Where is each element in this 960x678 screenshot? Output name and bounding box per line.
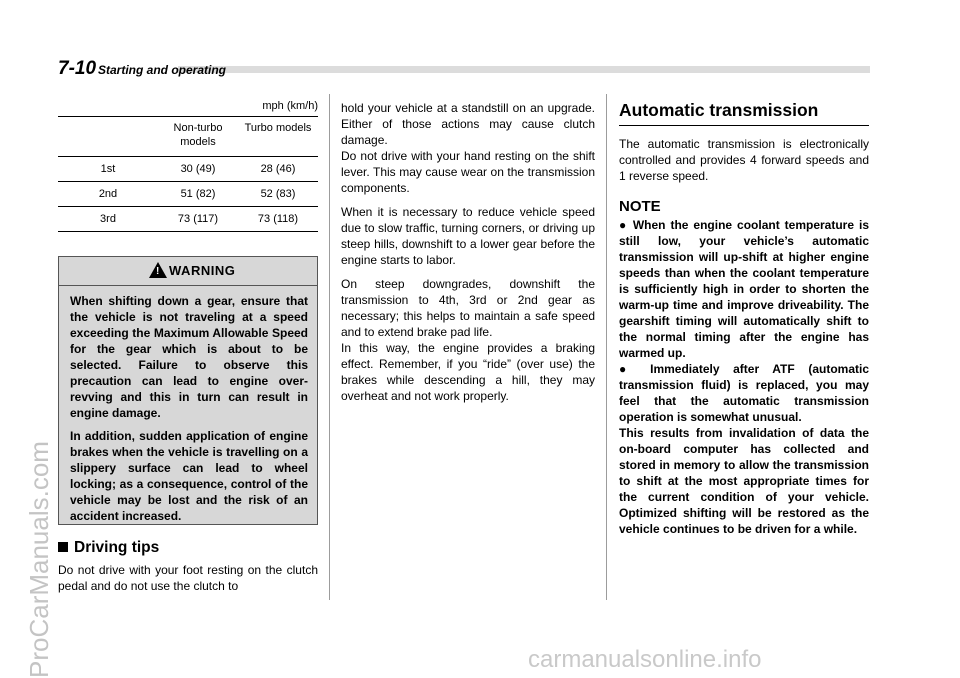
section-title: Starting and operating bbox=[98, 63, 227, 77]
table-cell: 51 (82) bbox=[180, 188, 216, 200]
note-item: This results from invalidation of data the on-board computer has collected and stored in memory to allow the transmission to shift at the most appropriate times for the current condition of your vehicle. Optimized shifting will be restored as the vehicle continues to be driven for a while. bbox=[619, 426, 869, 536]
table-header-cell: Turbo models bbox=[244, 122, 312, 134]
section-bullet-icon bbox=[58, 542, 68, 552]
gear-cell: 2nd bbox=[98, 188, 118, 200]
body-paragraph: On steep downgrades, downshift the transmission to 4th, 3rd or 2nd gear as necessary; this helps to maintain a safe speed and to extend brake pad life. In this way, the engine provides a braking effect. Remember, if you “ride” (over use) the brakes while descending a hill, they may overheat and not work properly. bbox=[341, 277, 595, 403]
warning-box bbox=[58, 256, 318, 525]
table-row bbox=[58, 157, 318, 182]
table-header-row bbox=[58, 117, 318, 157]
header-rule bbox=[178, 66, 870, 73]
body-paragraph: When it is necessary to reduce vehicle speed due to slow traffic, turning corners, or driving up steep hills, downshift to a lower gear before the engine starts to labor. bbox=[341, 205, 595, 267]
table-cell: 73 (117) bbox=[177, 213, 219, 225]
driving-tips-text: Do not drive with your foot resting on the clutch pedal and do not use the clutch to bbox=[58, 563, 318, 593]
side-watermark: ProCarManuals.com bbox=[24, 441, 54, 678]
note-label: NOTE bbox=[619, 198, 661, 215]
automatic-transmission-title: Automatic transmission bbox=[619, 100, 869, 126]
note-body bbox=[619, 217, 869, 537]
middle-column bbox=[341, 100, 595, 412]
warning-triangle-icon bbox=[149, 262, 167, 278]
table-cell: 52 (83) bbox=[260, 188, 296, 200]
warning-title: WARNING bbox=[169, 263, 236, 278]
table-header-cell: Non-turbo models bbox=[173, 122, 223, 148]
bottom-watermark: carmanualsonline.info bbox=[528, 646, 762, 673]
automatic-transmission-intro: The automatic transmission is electronically controlled and provides 4 forward speeds and 1 reverse speed. bbox=[619, 137, 869, 183]
column-divider-1 bbox=[329, 94, 330, 600]
warning-paragraph: In addition, sudden application of engine brakes when the vehicle is travelling on a slippery surface can lead to wheel locking; as a consequence, control of the vehicle may be lost and the risk of an accident increased. bbox=[70, 429, 308, 523]
note-item: ● When the engine coolant temperature is still low, your vehicle’s automatic transmission will up-shift at higher engine speeds than when the coolant temperature is sufficiently high in order to shorten the warm-up time and improve driveability. The gearshift timing will automatically shift to the normal timing after the engine has warmed up. bbox=[619, 218, 869, 360]
table-row bbox=[58, 207, 318, 232]
driving-tips-title: Driving tips bbox=[74, 539, 160, 556]
speed-unit-label: mph (km/h) bbox=[262, 100, 318, 112]
table-cell: 28 (46) bbox=[260, 163, 296, 175]
body-paragraph: hold your vehicle at a standstill on an upgrade. Either of those actions may cause clutch damage. Do not drive with your hand resting on the shift lever. This may cause wear on the transmission components. bbox=[341, 101, 595, 195]
page-header bbox=[58, 58, 870, 82]
table-header-cell bbox=[58, 117, 158, 157]
max-speed-table bbox=[58, 116, 318, 232]
warning-paragraph: When shifting down a gear, ensure that the vehicle is not traveling at a speed exceeding the Maximum Allowable Speed for the gear which is about to be selected. Failure to observe this precaution can lead to engine over-revving and this in turn can result in engine damage. bbox=[70, 294, 308, 420]
table-row bbox=[58, 182, 318, 207]
warning-body bbox=[70, 293, 308, 531]
gear-cell: 3rd bbox=[100, 213, 116, 225]
table-cell: 30 (49) bbox=[180, 163, 216, 175]
gear-cell: 1st bbox=[100, 163, 116, 175]
page-number: 7-10 bbox=[58, 58, 97, 79]
warning-header bbox=[59, 257, 317, 286]
table-cell: 73 (118) bbox=[257, 213, 299, 225]
note-item: ● Immediately after ATF (automatic transmission fluid) is replaced, you may feel that the automatic transmission operation is somewhat unusual. bbox=[619, 362, 869, 424]
right-column bbox=[619, 100, 869, 537]
driving-tips-heading bbox=[58, 539, 159, 557]
column-divider-2 bbox=[606, 94, 607, 600]
